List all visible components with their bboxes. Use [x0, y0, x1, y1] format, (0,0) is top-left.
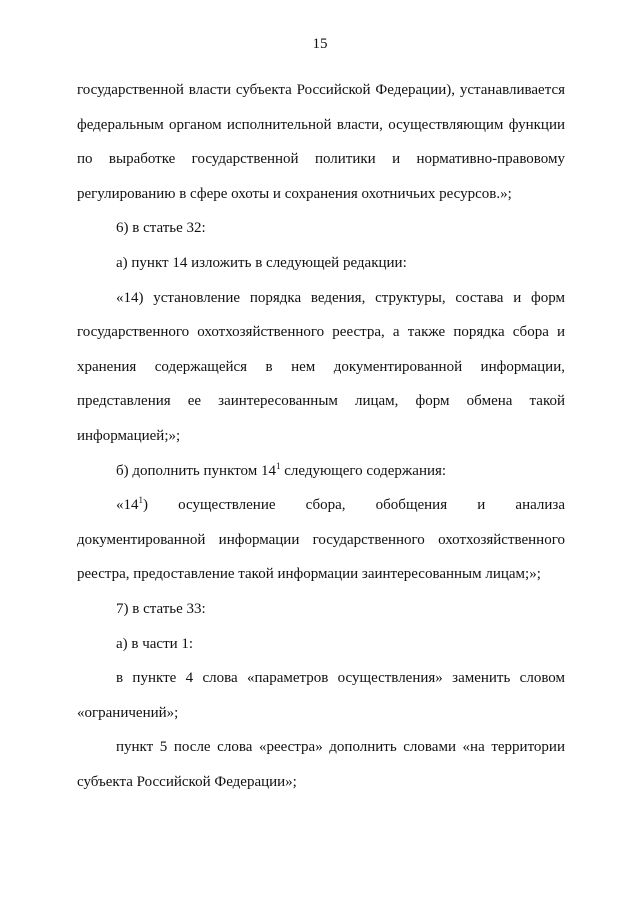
paragraph-item-5: пункт 5 после слова «реестра» дополнить словами «на территории субъекта Российской Федерации»; — [77, 739, 565, 790]
page-number: 15 — [312, 36, 328, 52]
paragraph-text-pre: б) дополнить пунктом 14 — [116, 462, 276, 479]
paragraph-article-32: 6) в статье 32: — [116, 220, 206, 237]
document-body — [77, 73, 565, 799]
superscript: 1 — [138, 495, 143, 506]
paragraph-item-14-1-text — [77, 488, 565, 592]
paragraph-item-14-text: «14) установление порядка ведения, структуры, состава и форм государственного охотхозяйственного реестра, а также порядка сбора и хранения содержащейся в нем документированной информации, представления ее заинтересованным лицам, форм обмена такой информацией;»; — [77, 289, 565, 444]
paragraph-text-post: ) осуществление сбора, обобщения и анализа документированной информации государственного охотхозяйственного реестра, предоставление такой информации заинтересованным лицам;»; — [77, 497, 565, 583]
paragraph-part-1: а) в части 1: — [116, 635, 194, 652]
paragraph-text-post: следующего содержания: — [280, 462, 447, 479]
paragraph-text-pre: «14 — [116, 497, 139, 514]
paragraph-item-4: в пункте 4 слова «параметров осуществления» заменить словом «ограничений»; — [77, 670, 565, 721]
paragraph-article-33: 7) в статье 33: — [116, 600, 206, 617]
paragraph-add-item-14-1 — [77, 454, 565, 489]
superscript: 1 — [275, 460, 281, 471]
paragraph-item-14-revision: а) пункт 14 изложить в следующей редакции: — [116, 254, 407, 271]
paragraph-continuation: государственной власти субъекта Российской Федерации), устанавливается федеральным органом исполнительной власти, осуществляющим функции по выработке государственной политики и нормативно-правовому регулированию в сфере охоты и сохранения охотничьих ресурсов.»; — [77, 82, 565, 202]
